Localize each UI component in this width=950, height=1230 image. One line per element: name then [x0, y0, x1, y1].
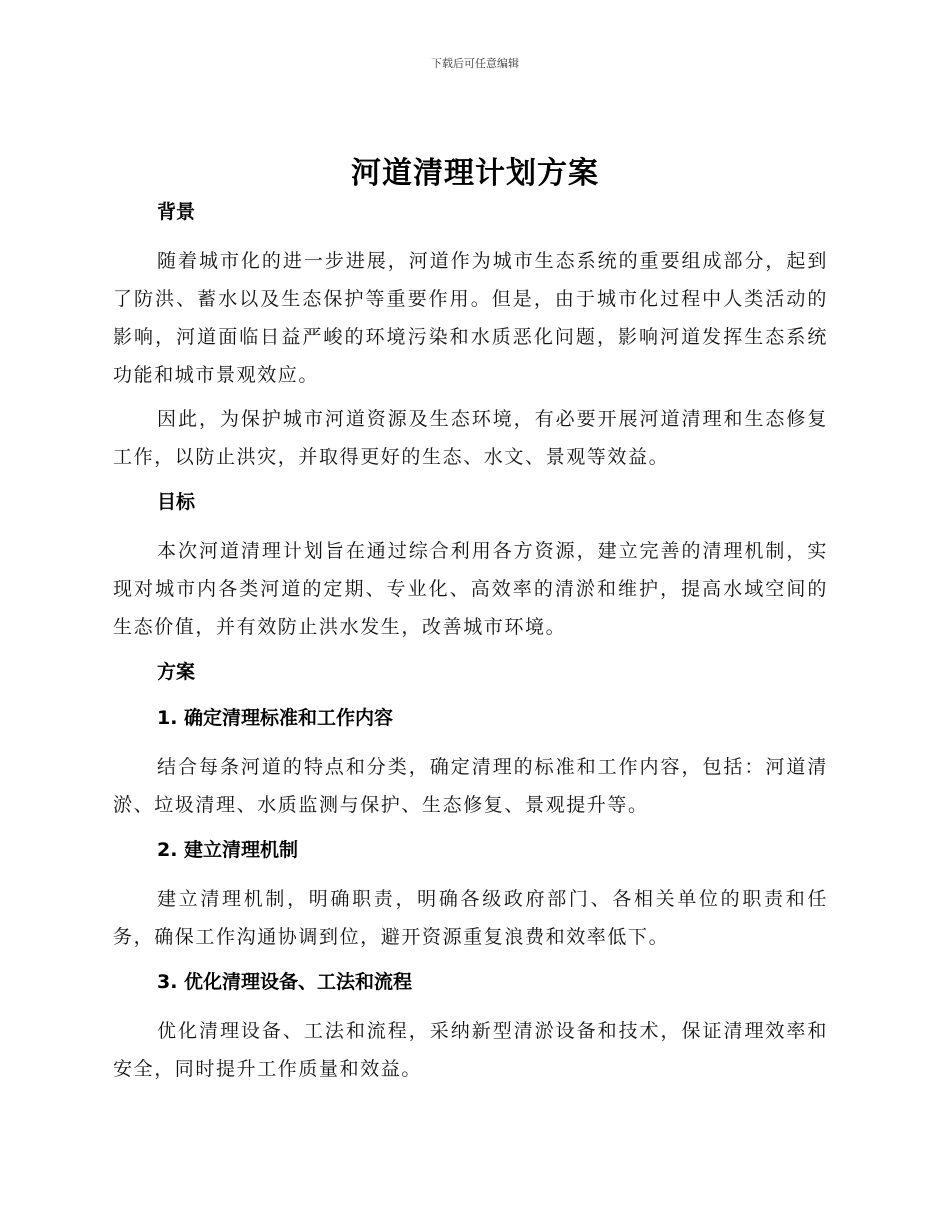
subsection-heading: 3. 优化清理设备、工法和流程	[157, 971, 413, 993]
subsection-heading: 2. 建立清理机制	[157, 839, 299, 861]
paragraph: 随着城市化的进一步进展，河道作为城市生态系统的重要组成部分，起到了防洪、蓄水以及生态保护等重要作用。但是，由于城市化过程中人类活动的影响，河道面临日益严峻的环境污染和水质恶化问题，影响河道发挥生态系统功能和城市景观效应。	[113, 250, 828, 386]
page-title: 河道清理计划方案	[351, 156, 599, 191]
section-heading: 目标	[157, 491, 196, 513]
paragraph: 本次河道清理计划旨在通过综合利用各方资源，建立完善的清理机制，实现对城市内各类河道的定期、专业化、高效率的清淤和维护，提高水域空间的生态价值，并有效防止洪水发生，改善城市环境。	[113, 540, 828, 638]
paragraph: 结合每条河道的特点和分类，确定清理的标准和工作内容，包括：河道清淤、垃圾清理、水质监测与保护、生态修复、景观提升等。	[113, 756, 828, 816]
section-background	[113, 196, 828, 476]
section-goal	[113, 486, 828, 646]
section-plan	[113, 656, 828, 1088]
header-note: 下载后可任意编辑	[431, 57, 519, 70]
plan-item	[113, 966, 828, 1088]
document-body	[113, 196, 828, 1094]
subsection-heading: 1. 确定清理标准和工作内容	[157, 707, 394, 729]
plan-item	[113, 702, 828, 824]
paragraph: 因此，为保护城市河道资源及生态环境，有必要开展河道清理和生态修复工作，以防止洪灾，并取得更好的生态、水文、景观等效益。	[113, 408, 828, 468]
section-heading: 方案	[157, 661, 196, 683]
paragraph: 优化清理设备、工法和流程，采纳新型清淤设备和技术，保证清理效率和安全，同时提升工作质量和效益。	[113, 1020, 828, 1080]
paragraph: 建立清理机制，明确职责，明确各级政府部门、各相关单位的职责和任务，确保工作沟通协调到位，避开资源重复浪费和效率低下。	[113, 888, 828, 948]
section-heading: 背景	[157, 201, 196, 223]
plan-item	[113, 834, 828, 956]
